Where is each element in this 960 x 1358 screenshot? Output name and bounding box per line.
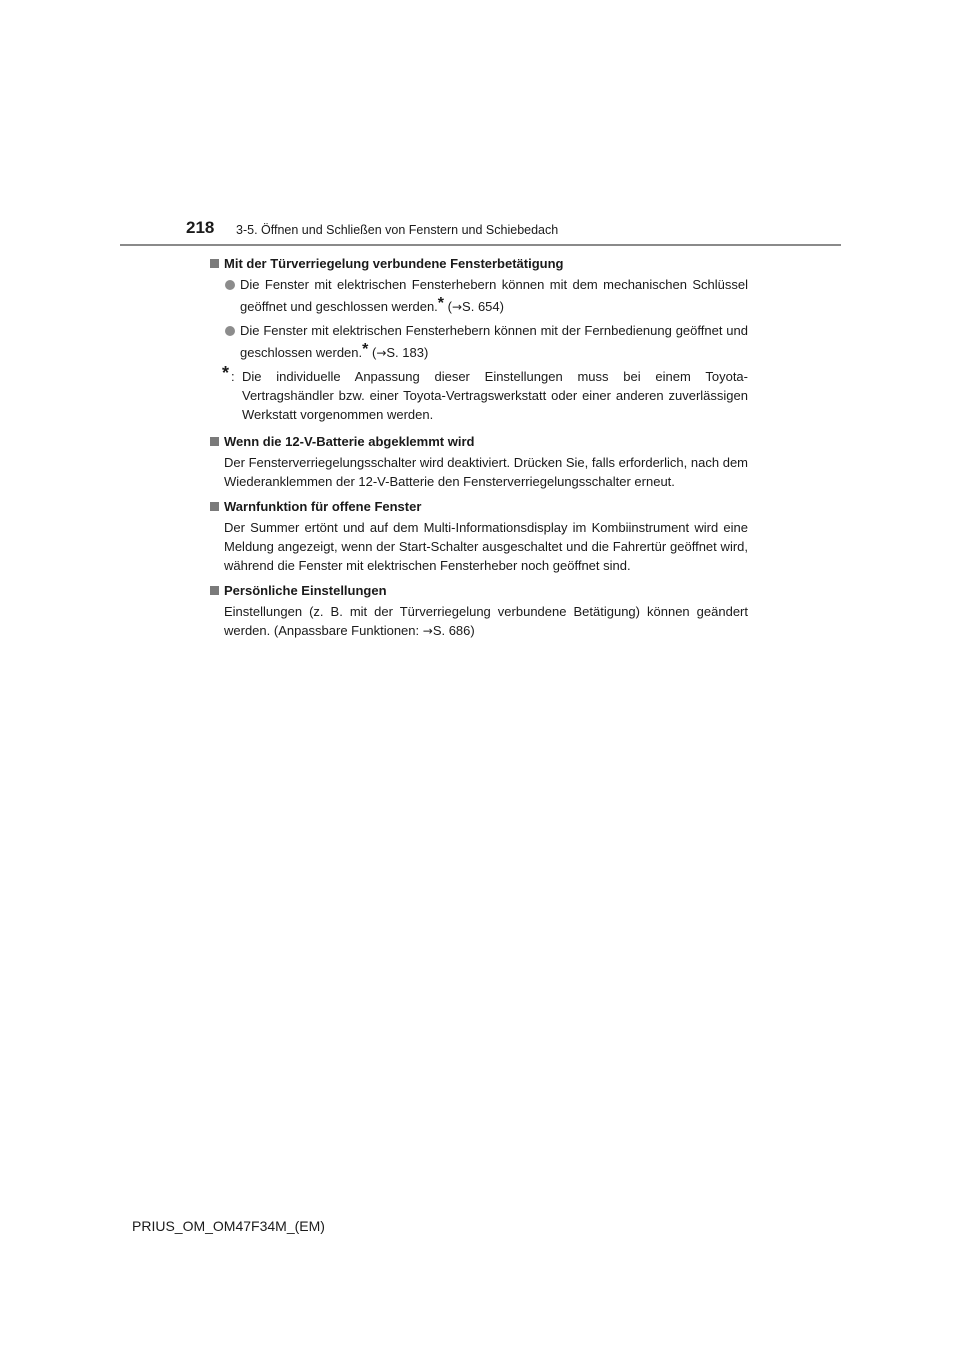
page-content: [208, 254, 748, 647]
square-bullet-icon: [210, 437, 219, 446]
document-id: PRIUS_OM_OM47F34M_(EM): [132, 1218, 325, 1234]
footnote-colon: :: [231, 369, 235, 384]
section-door-lock-linked: [208, 254, 748, 424]
bullet-text: Die Fenster mit elektrischen Fensterhebern können mit der Fernbedienung geöffnet und geschlossen werden.: [240, 323, 748, 360]
arrow-icon: →: [422, 624, 433, 638]
list-item: Die Fenster mit elektrischen Fensterhebern können mit dem mechanischen Schlüssel geöffnet und geschlossen werden.* (→S. 654): [208, 275, 748, 317]
page-number: 218: [186, 218, 215, 237]
section-title: Persönliche Einstellungen: [208, 581, 748, 600]
round-bullet-icon: [225, 326, 235, 336]
arrow-icon: →: [376, 346, 387, 360]
footnote-star: *: [222, 363, 230, 383]
footnote-text: Die individuelle Anpassung dieser Einstellungen muss bei einem Toyota-Vertragshändler bzw. einer Toyota-Vertragswerkstatt oder einer anderen zuverlässigen Werkstatt vorgenommen werden.: [242, 369, 748, 422]
section-title: Mit der Türverriegelung verbundene Fensterbetätigung: [208, 254, 748, 273]
chapter-title: 3-5. Öffnen und Schließen von Fenstern und Schiebedach: [236, 223, 559, 237]
section-body: Einstellungen (z. B. mit der Türverriegelung verbundene Betätigung) können geändert werden. (Anpassbare Funktionen: →S. 686): [224, 604, 748, 638]
arrow-icon: →: [451, 300, 463, 314]
list-item: Die Fenster mit elektrischen Fensterhebern können mit der Fernbedienung geöffnet und geschlossen werden.* (→S. 183): [208, 321, 748, 363]
section-open-window-warning: [208, 497, 748, 575]
section-title: Wenn die 12-V-Batterie abgeklemmt wird: [208, 432, 748, 451]
section-battery-disconnect: [208, 432, 748, 491]
square-bullet-icon: [210, 259, 219, 268]
section-title: Warnfunktion für offene Fenster: [208, 497, 748, 516]
header-rule: [120, 244, 841, 246]
section-body: Der Summer ertönt und auf dem Multi-Informationsdisplay im Kombiinstrument wird eine Meldung angezeigt, wenn der Start-Schalter ausgeschaltet und die Fahrertür geöffnet wird, während die Fenster mit elektrischen Fensterheber noch geöffnet sind.: [224, 520, 748, 573]
page-reference: S. 183: [386, 345, 424, 360]
section-personal-settings: [208, 581, 748, 641]
bullet-text: Die Fenster mit elektrischen Fensterhebern können mit dem mechanischen Schlüssel geöffnet und geschlossen werden.: [240, 277, 748, 314]
page-reference: S. 686: [432, 623, 471, 638]
page-reference: S. 654: [462, 299, 500, 314]
square-bullet-icon: [210, 586, 219, 595]
footnote-star: *: [362, 341, 369, 358]
footnote-star: *: [437, 295, 445, 312]
round-bullet-icon: [225, 280, 235, 290]
square-bullet-icon: [210, 502, 219, 511]
footnote: [208, 363, 748, 424]
section-body: Der Fensterverriegelungsschalter wird deaktiviert. Drücken Sie, falls erforderlich, nach dem Wiederanklemmen der 12-V-Batterie den Fensterverriegelungsschalter erneut.: [224, 455, 748, 489]
